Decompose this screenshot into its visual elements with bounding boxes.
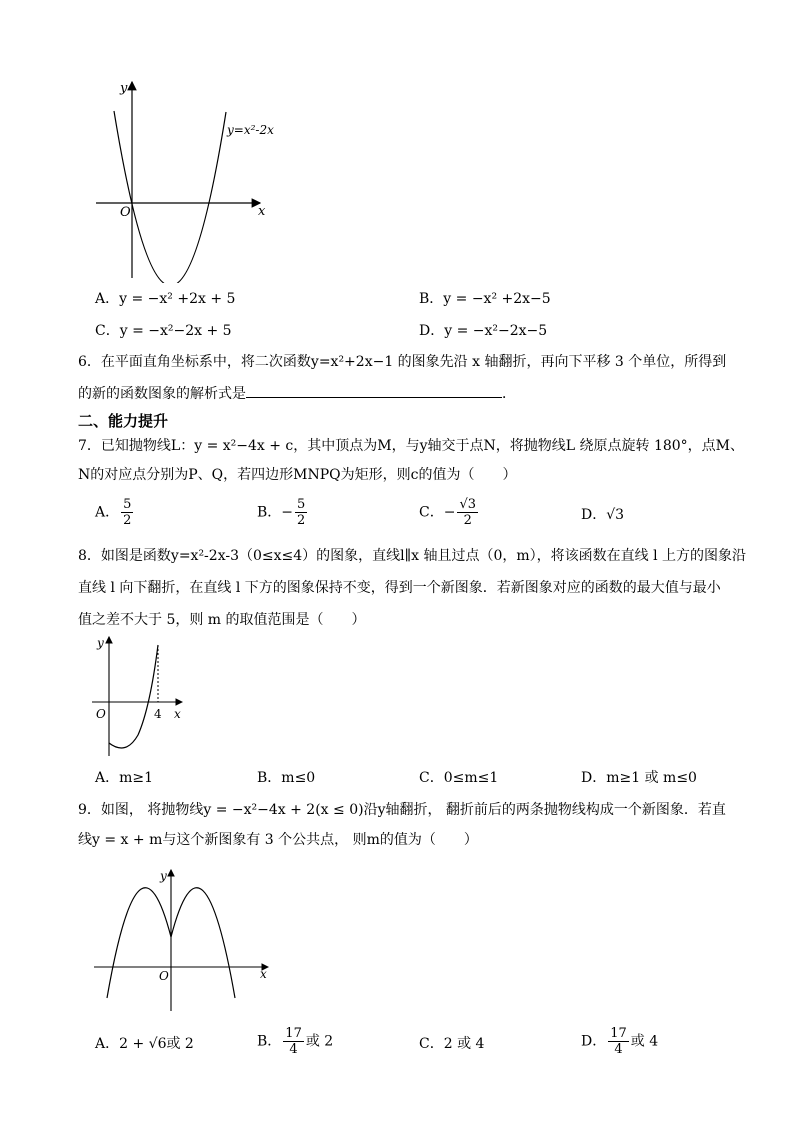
denominator: 2 [123,513,132,528]
q9-text-line1: 9．如图， 将抛物线y = −x²−4x + 2(x ≤ 0)沿y轴翻折， 翻折前后的两条抛物线构成一个新图象．若直 [78,802,726,818]
q5-option-d[interactable]: D．y = −x²−2x−5 [419,323,548,339]
denominator: 4 [614,1042,623,1057]
q5-option-c[interactable]: C．y = −x²−2x + 5 [95,323,232,339]
numerator: 17 [285,1026,302,1041]
option-prefix: B．− [257,504,294,521]
q6-text-line1: 6．在平面直角坐标系中，将二次函数y=x²+2x−1 的图象先沿 x 轴翻折，再向下平移 3 个单位，所得到 [78,354,727,370]
numerator: 5 [297,497,306,512]
q7-option-d[interactable]: D．√3 [581,507,625,523]
q8-text-line3: 值之差不大于 5，则 m 的取值范围是（ ） [78,612,366,628]
q7-option-b[interactable] [257,497,309,528]
fraction [295,497,307,528]
y-axis-label: y [97,636,104,650]
origin-label: O [159,969,169,983]
numerator: 5 [123,497,132,512]
q8-option-c[interactable]: C．0≤m≤1 [419,770,499,786]
q6-answer-blank[interactable] [246,383,502,398]
fraction [283,1026,304,1057]
q9-graph [90,866,275,1014]
q6-end: ． [502,386,516,402]
q6-text-line2 [78,383,516,404]
denominator: 4 [289,1042,298,1057]
option-prefix: A． [95,504,120,521]
q9-option-a[interactable]: A．2 + √6或 2 [95,1036,194,1052]
x-axis-label: x [258,204,266,219]
denominator: 2 [297,513,306,528]
q8-option-d[interactable]: D．m≥1 或 m≤0 [581,770,697,786]
numerator: 17 [610,1026,627,1041]
fraction [608,1026,629,1057]
q8-graph [90,632,190,760]
q7-text-line1: 7．已知抛物线L：y = x²−4x + c，其中顶点为M，与y轴交于点N，将抛物线L 绕原点旋转 180°，点M、 [78,438,745,454]
right-parabola [171,888,235,998]
origin-label: O [120,205,131,220]
q9-option-b[interactable] [257,1026,333,1057]
fraction [457,497,478,528]
function-curve [109,645,158,748]
q9-option-c[interactable]: C．2 或 4 [419,1036,485,1052]
parabola-curve [114,111,226,283]
fraction [121,497,133,528]
y-axis-label: y [160,869,167,883]
x-axis-label: x [174,707,181,721]
q7-option-a[interactable] [95,497,135,528]
option-suffix: 或 2 [305,1033,334,1050]
origin-label: O [96,707,106,721]
q6-prompt: 的新的函数图象的解析式是 [78,386,246,402]
y-axis-label: y [120,81,128,96]
q9-option-d[interactable] [581,1026,658,1057]
q7-option-c[interactable] [419,497,480,528]
section-title-ability: 二、能力提升 [78,412,169,430]
q8-option-a[interactable]: A．m≥1 [95,770,154,786]
q8-option-b[interactable]: B．m≤0 [257,770,316,786]
option-suffix: 或 4 [630,1033,659,1050]
option-prefix: B． [257,1033,282,1050]
q5-option-b[interactable]: B．y = −x² +2x−5 [419,291,551,307]
option-prefix: C．− [419,504,456,521]
curve-label: y=x²-2x [227,123,274,137]
q5-graph [90,78,280,283]
q9-text-line2: 线y = x + m与这个新图象有 3 个公共点， 则m的值为（ ） [78,832,478,848]
q7-text-line2: N的对应点分别为P、Q，若四边形MNPQ为矩形，则c的值为（ ） [78,467,517,483]
x-axis-label: x [260,967,267,981]
q8-text-line1: 8．如图是函数y=x²-2x-3（0≤x≤4）的图象，直线l∥x 轴且过点（0，m），将该函数在直线 l 上方的图象沿 [78,548,746,564]
q8-text-line2: 直线 l 向下翻折，在直线 l 下方的图象保持不变，得到一个新图象．若新图象对应的函数的最大值与最小 [78,580,721,596]
denominator: 2 [463,513,472,528]
numerator: √3 [459,497,477,512]
tick-label-4: 4 [154,707,162,721]
option-prefix: D． [581,1033,607,1050]
q5-option-a[interactable]: A．y = −x² +2x + 5 [95,291,236,307]
